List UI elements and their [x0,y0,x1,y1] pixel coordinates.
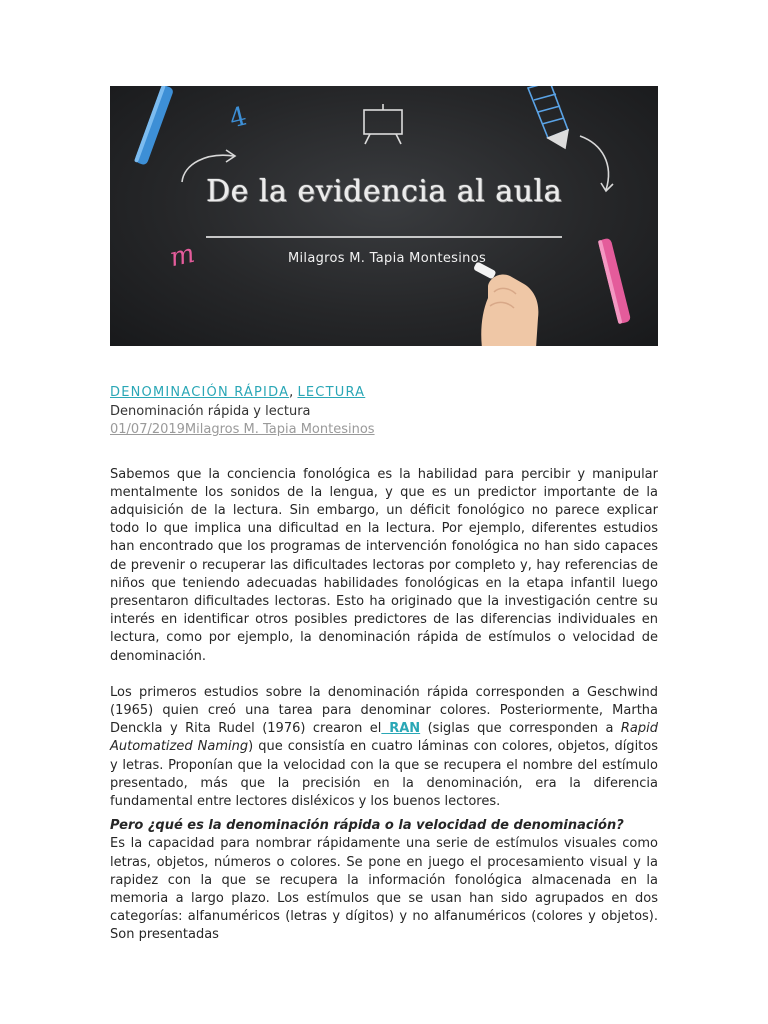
chalk-number-four-icon: 4 [226,101,250,135]
category-link-denominacion-rapida[interactable]: DENOMINACIÓN RÁPIDA [110,385,290,400]
post-meta [110,384,658,440]
chalk-letter-m-icon: m [167,238,198,274]
chalkboard-doodles [110,86,658,346]
pencil-doodle-icon [528,86,568,148]
category-separator: , [289,385,294,400]
header-banner-image [110,86,658,346]
chalk-underline [206,236,562,238]
blue-chalk-icon [134,86,174,166]
paragraph-history-text-1: Los primeros estudios sobre la denominación rápida corresponden a Geschwind (1965) quien creó una tarea para denominar colores. Posteriormente, Martha Denckla y Rita Rudel (1976) crearon el [110,684,658,737]
hand-holding-chalk-icon [473,261,538,346]
post-date-author-link[interactable]: 01/07/2019Milagros M. Tapia Montesinos [110,422,375,437]
article-body [110,466,658,945]
section-question-heading: Pero ¿qué es la denominación rápida o la velocidad de denominación? [110,818,624,834]
banner-author: Milagros M. Tapia Montesinos [288,251,487,266]
banner-title: De la evidencia al aula [206,174,562,209]
paragraph-history-text-2: (siglas que corresponden a [420,721,621,737]
page-content [110,86,658,963]
category-links [110,384,658,403]
easel-doodle-icon [364,104,402,144]
category-link-lectura[interactable]: LECTURA [297,385,366,400]
paragraph-history-text-3: ) que consistía en cuatro láminas con colores, objetos, dígitos y letras. Proponían que la velocidad con la que se recupera el nombre del estímulo presentado, más que la precisión en la denominación, era la diferencia fundamental entre lectores disléxicos y los buenos lectores. [110,739,658,809]
ran-link[interactable]: RAN [381,721,421,737]
paragraph-history [110,684,658,811]
pink-chalk-icon [598,238,631,325]
post-subtitle: Denominación rápida y lectura [110,403,311,419]
paragraph-definition: Es la capacidad para nombrar rápidamente una serie de estímulos visuales como letras, objetos, números o colores. Se pone en juego el procesamiento visual y la rapidez con la que se recupera la información fonológica almacenada en la memoria a largo plazo. Los estímulos que se usan han sido agrupados en dos categorías: alfanuméricos (letras y dígitos) y no alfanuméricos (colores y objetos). Son presentadas [110,836,658,943]
paragraph-intro: Sabemos que la conciencia fonológica es la habilidad para percibir y manipular mentalmente los sonidos de la lengua, y que es un predictor importante de la adquisición de la lectura. Sin embargo, un déficit fonológico no parece explicar todo lo que implica una dificultad en la lectura. Por ejemplo, diferentes estudios han encontrado que los programas de intervención fonológica no han sido capaces de prevenir o recuperar las dificultades lectoras por completo y, hay referencias de niños que teniendo adecuadas habilidades fonológicas en la etapa infantil luego presentaron dificultades lectoras. Esto ha originado que la investigación centre su interés en identificar otros posibles predictores de las diferencias individuales en lectura, como por ejemplo, la denominación rápida de estímulos o velocidad de denominación. [110,466,658,664]
rapid-automatized-naming-term: Rapid Automatized Naming [110,721,658,755]
